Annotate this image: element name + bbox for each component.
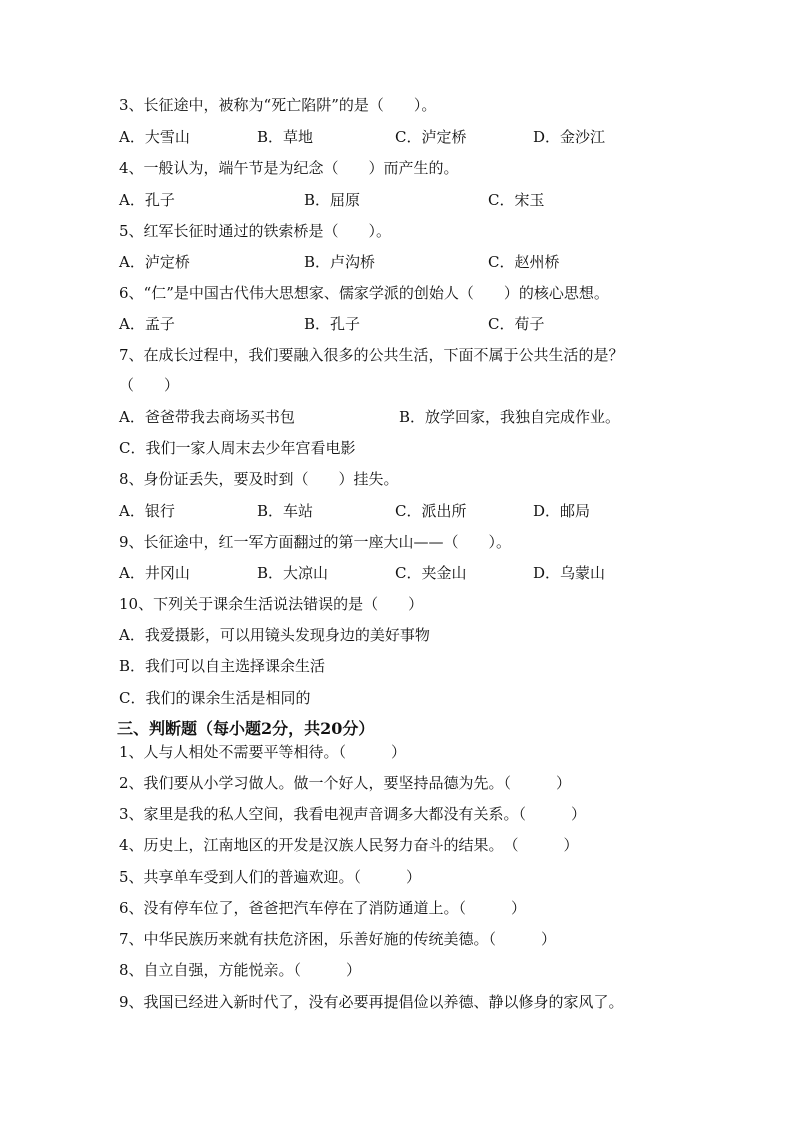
option-c: C．我们一家人周末去少年宫看电影	[119, 439, 356, 457]
judgment-item-4: 4、历史上，江南地区的开发是汉族人民努力奋斗的结果。 （ ）	[119, 836, 579, 854]
option-b: B．屈原	[304, 191, 361, 209]
option-a: A．孔子	[119, 191, 175, 209]
option-a: A．孟子	[119, 315, 175, 333]
option-c: C．派出所	[395, 502, 467, 520]
option-d: D．乌蒙山	[533, 564, 606, 582]
question-6: 6、“仁”是中国古代伟大思想家、儒家学派的创始人（ ）的核心思想。	[119, 284, 609, 302]
option-b: B．孔子	[304, 315, 361, 333]
option-c: C．荀子	[488, 315, 545, 333]
judgment-item-7: 7、中华民族历来就有扶危济困，乐善好施的传统美德。（ ）	[119, 930, 557, 948]
option-b: B．大凉山	[257, 564, 329, 582]
judgment-item-2: 2、我们要从小学习做人。做一个好人，要坚持品德为先。（ ）	[119, 774, 572, 792]
question-8: 8、身份证丢失，要及时到（ ）挂失。	[119, 470, 399, 488]
question-10: 10、下列关于课余生活说法错误的是（ ）	[119, 595, 424, 613]
judgment-item-1: 1、人与人相处不需要平等相待。（ ）	[119, 743, 407, 761]
judgment-item-9: 9、我国已经进入新时代了，没有必要再提倡俭以养德、静以修身的家风了。	[119, 993, 624, 1011]
question-3: 3、长征途中，被称为“死亡陷阱”的是（ ）。	[119, 96, 437, 114]
option-c: C．宋玉	[488, 191, 545, 209]
option-a: A．井冈山	[119, 564, 190, 582]
option-b: B．放学回家，我独自完成作业。	[399, 408, 621, 426]
option-c: C．赵州桥	[488, 253, 560, 271]
option-a: A．泸定桥	[119, 253, 190, 271]
option-c: C．夹金山	[395, 564, 467, 582]
option-b: B．草地	[257, 128, 314, 146]
question-7-blank: （ ）	[119, 376, 180, 394]
section-title: 三、判断题（每小题2分，共20分）	[117, 719, 375, 738]
option-b: B．我们可以自主选择课余生活	[119, 657, 326, 675]
option-b: B．卢沟桥	[304, 253, 376, 271]
option-a: A．银行	[119, 502, 175, 520]
option-d: D．邮局	[533, 502, 591, 520]
option-a: A．爸爸带我去商场买书包	[119, 408, 295, 426]
judgment-item-3: 3、家里是我的私人空间，我看电视声音调多大都没有关系。（ ）	[119, 805, 587, 823]
option-a: A．我爱摄影，可以用镜头发现身边的美好事物	[119, 626, 430, 644]
option-b: B．车站	[257, 502, 314, 520]
judgment-item-8: 8、自立自强，方能悦亲。（ ）	[119, 961, 362, 979]
option-c: C．我们的课余生活是相同的	[119, 689, 311, 707]
option-d: D．金沙江	[533, 128, 606, 146]
option-a: A．大雪山	[119, 128, 190, 146]
judgment-item-6: 6、没有停车位了，爸爸把汽车停在了消防通道上。（ ）	[119, 899, 527, 917]
question-4: 4、一般认为，端午节是为纪念（ ）而产生的。	[119, 159, 459, 177]
question-7: 7、在成长过程中，我们要融入很多的公共生活，下面不属于公共生活的是？	[119, 346, 624, 364]
question-9: 9、长征途中，红一军方面翻过的第一座大山——（ ）。	[119, 533, 512, 551]
judgment-item-5: 5、共享单车受到人们的普遍欢迎。（ ）	[119, 868, 422, 886]
option-c: C．泸定桥	[395, 128, 467, 146]
question-5: 5、红军长征时通过的铁索桥是（ ）。	[119, 222, 392, 240]
